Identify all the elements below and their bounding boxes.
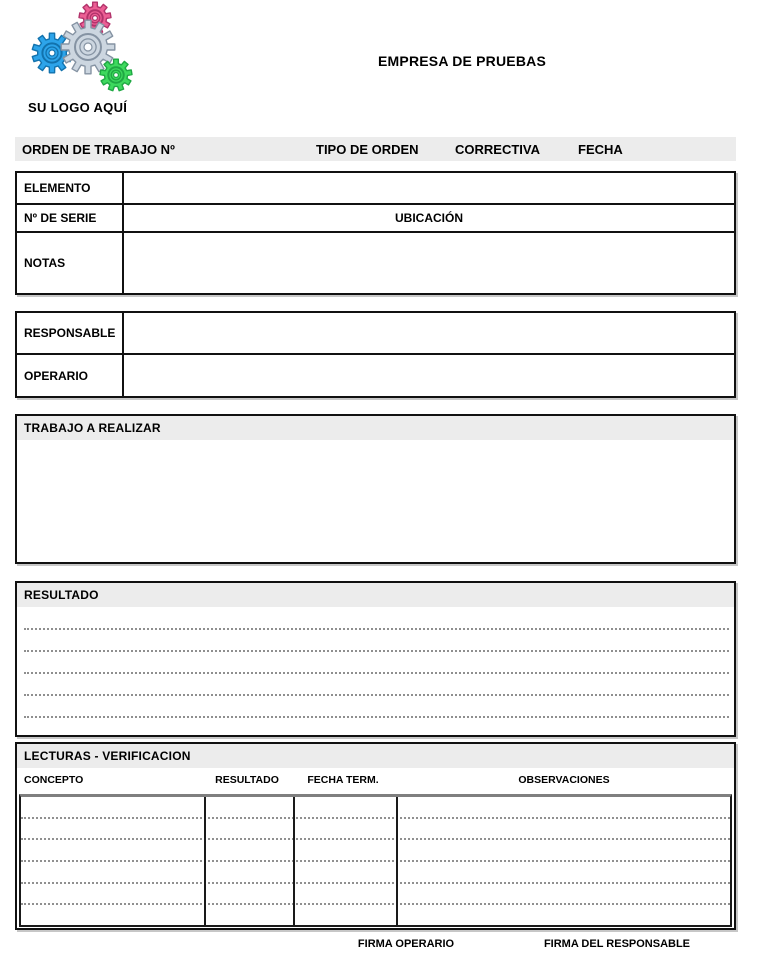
serial-number-value-field[interactable] bbox=[124, 205, 734, 231]
readings-column-headers bbox=[17, 768, 734, 794]
result-ruled-line[interactable] bbox=[24, 652, 729, 674]
logo-caption: SU LOGO AQUÍ bbox=[28, 100, 128, 115]
column-divider bbox=[293, 797, 295, 925]
element-row bbox=[17, 173, 734, 203]
readings-table-row[interactable] bbox=[21, 884, 730, 906]
notes-value-field[interactable] bbox=[124, 233, 734, 293]
result-writing-area[interactable] bbox=[24, 608, 729, 718]
order-header-bar bbox=[15, 137, 736, 161]
readings-table-row[interactable] bbox=[21, 905, 730, 925]
responsible-value-field[interactable] bbox=[124, 313, 734, 353]
notes-label: NOTAS bbox=[17, 233, 124, 293]
gears-logo-icon bbox=[12, 1, 148, 97]
serial-row bbox=[17, 203, 734, 231]
column-divider bbox=[204, 797, 206, 925]
element-table bbox=[15, 171, 736, 295]
element-label: ELEMENTO bbox=[17, 173, 124, 203]
readings-table-row[interactable] bbox=[21, 797, 730, 819]
result-ruled-line[interactable] bbox=[24, 674, 729, 696]
readings-table bbox=[19, 794, 732, 927]
column-divider bbox=[396, 797, 398, 925]
readings-verification-section bbox=[15, 742, 736, 930]
responsible-signature-label: FIRMA DEL RESPONSABLE bbox=[543, 938, 691, 950]
work-to-do-section bbox=[15, 414, 736, 564]
result-title: RESULTADO bbox=[17, 583, 734, 607]
result-section bbox=[15, 581, 736, 737]
operator-label: OPERARIO bbox=[17, 355, 124, 396]
operator-value-field[interactable] bbox=[124, 355, 734, 396]
readings-table-body bbox=[21, 797, 730, 925]
order-type-value[interactable]: CORRECTIVA bbox=[455, 142, 540, 157]
serial-number-label: Nº DE SERIE bbox=[17, 205, 124, 231]
result-ruled-line[interactable] bbox=[24, 696, 729, 718]
order-type-label: TIPO DE ORDEN bbox=[316, 142, 419, 157]
operator-row bbox=[17, 353, 734, 396]
readings-table-row[interactable] bbox=[21, 819, 730, 841]
column-header-fecha-term: FECHA TERM. bbox=[307, 774, 379, 786]
result-ruled-line[interactable] bbox=[24, 630, 729, 652]
column-header-concepto: CONCEPTO bbox=[24, 774, 84, 786]
responsible-label: RESPONSABLE bbox=[17, 313, 124, 353]
notes-row bbox=[17, 231, 734, 293]
readings-table-row[interactable] bbox=[21, 840, 730, 862]
work-to-do-title: TRABAJO A REALIZAR bbox=[17, 416, 734, 440]
operator-signature-label: FIRMA OPERARIO bbox=[357, 938, 455, 950]
location-label: UBICACIÓN bbox=[395, 211, 463, 225]
order-number-label: ORDEN DE TRABAJO Nº bbox=[22, 142, 175, 157]
responsible-row bbox=[17, 313, 734, 353]
column-header-observaciones: OBSERVACIONES bbox=[518, 774, 610, 786]
result-ruled-line[interactable] bbox=[24, 608, 729, 630]
work-description-area[interactable] bbox=[17, 440, 734, 562]
readings-title: LECTURAS - VERIFICACION bbox=[17, 744, 734, 768]
staff-table bbox=[15, 311, 736, 398]
date-label: FECHA bbox=[578, 142, 623, 157]
company-name: EMPRESA DE PRUEBAS bbox=[378, 53, 546, 69]
element-value-field[interactable] bbox=[124, 173, 734, 203]
column-header-resultado: RESULTADO bbox=[215, 774, 279, 786]
readings-table-row[interactable] bbox=[21, 862, 730, 884]
